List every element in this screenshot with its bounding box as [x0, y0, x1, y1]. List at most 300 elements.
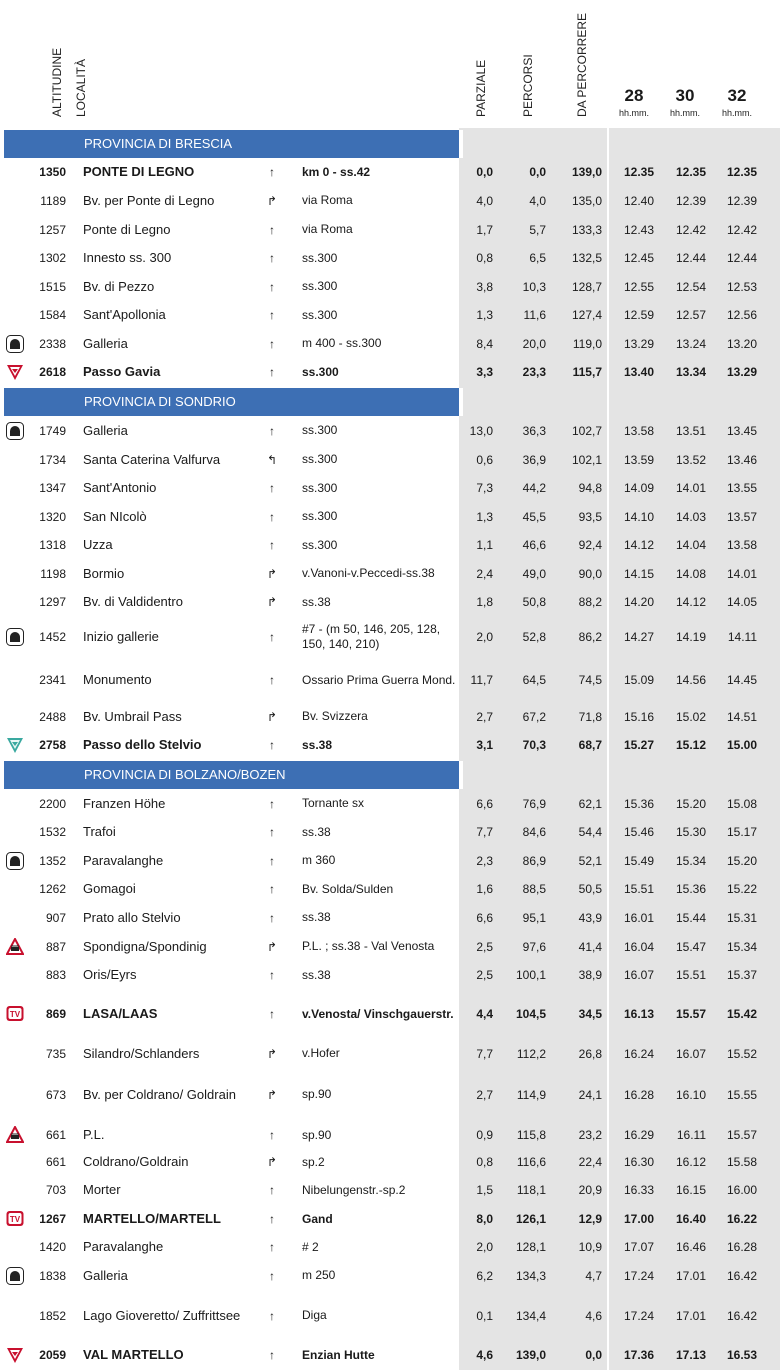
locality: LASA/LAAS — [83, 1006, 158, 1021]
altitude: 1515 — [39, 279, 66, 294]
svg-text:TV: TV — [9, 1215, 21, 1224]
locality: Inizio gallerie — [83, 629, 159, 644]
remaining-km: 26,8 — [578, 1046, 602, 1061]
direction-arrow-icon: ↑ — [269, 538, 275, 552]
time-32: 13.46 — [726, 452, 757, 467]
altitude: 887 — [45, 939, 66, 954]
partial-km: 0,8 — [476, 251, 493, 265]
time-28: 17.36 — [623, 1348, 654, 1362]
time-30: 15.36 — [675, 882, 706, 896]
header-unit-28: hh.mm. — [618, 108, 649, 118]
partial-km: 2,7 — [476, 709, 493, 724]
header-localita: LOCALITÀ — [74, 58, 88, 117]
time-32: 15.37 — [726, 968, 757, 982]
time-32: 14.01 — [726, 566, 757, 581]
direction-arrow-icon: ↑ — [269, 1007, 275, 1021]
locality: Coldrano/Goldrain — [83, 1154, 189, 1169]
time-28: 14.10 — [623, 509, 654, 524]
time-28: 17.07 — [623, 1240, 654, 1254]
altitude: 1420 — [39, 1240, 66, 1254]
time-32: 14.11 — [727, 630, 757, 644]
time-30: 14.04 — [675, 538, 706, 552]
covered-km: 64,5 — [522, 673, 546, 687]
time-30: 16.10 — [675, 1087, 706, 1102]
table-row — [0, 1290, 780, 1341]
remaining-km: 90,0 — [578, 566, 602, 581]
time-32: 16.42 — [726, 1308, 757, 1323]
altitude: 2618 — [39, 365, 66, 379]
time-32: 13.58 — [726, 538, 757, 552]
time-32: 15.00 — [726, 738, 757, 752]
table-row — [0, 329, 780, 358]
covered-km: 67,2 — [522, 709, 546, 724]
remaining-km: 71,8 — [578, 709, 602, 724]
locality: Bv. per Ponte di Legno — [83, 192, 215, 208]
time-30: 15.47 — [675, 939, 706, 954]
direction-arrow-icon: ↑ — [269, 796, 275, 811]
header-speed-30: 30 — [675, 86, 695, 105]
direction-arrow-icon: ↑ — [269, 336, 275, 351]
locality: P.L. — [83, 1127, 105, 1142]
remaining-km: 119,0 — [572, 336, 602, 351]
covered-km: 5,7 — [529, 222, 546, 237]
time-30: 16.46 — [675, 1240, 706, 1254]
road-note: ss.300 — [302, 279, 338, 293]
direction-arrow-icon: ↑ — [269, 853, 275, 868]
direction-arrow-icon: ↑ — [269, 630, 275, 644]
altitude: 661 — [45, 1128, 66, 1142]
header-speed-32: 32 — [727, 86, 747, 105]
altitude: 1352 — [39, 853, 66, 868]
covered-km: 116,6 — [516, 1155, 546, 1169]
locality: Galleria — [83, 1267, 128, 1283]
time-28: 14.15 — [623, 566, 654, 581]
time-28: 15.46 — [623, 825, 654, 839]
partial-km: 1,5 — [476, 1183, 493, 1197]
covered-km: 46,6 — [522, 538, 546, 552]
covered-km: 36,3 — [522, 423, 546, 438]
remaining-km: 20,9 — [578, 1183, 602, 1197]
table-row — [0, 272, 780, 301]
time-32: 15.55 — [726, 1087, 757, 1102]
table-row — [0, 1341, 780, 1369]
altitude: 1198 — [40, 566, 66, 581]
road-note: ss.38 — [302, 824, 331, 839]
partial-km: 2,4 — [476, 566, 493, 581]
altitude: 2338 — [39, 336, 66, 351]
remaining-km: 4,6 — [585, 1308, 602, 1323]
time-30: 12.57 — [675, 308, 706, 322]
altitude: 735 — [45, 1046, 66, 1061]
altitude: 1257 — [39, 222, 66, 237]
province-band: PROVINCIA DI BRESCIA — [4, 130, 459, 158]
table-row — [0, 502, 780, 531]
time-28: 16.04 — [623, 939, 654, 954]
table-row — [0, 1233, 780, 1261]
direction-arrow-icon: ↱ — [266, 1155, 278, 1169]
partial-km: 6,6 — [476, 796, 493, 811]
altitude: 2758 — [39, 738, 66, 752]
covered-km: 104,5 — [515, 1007, 546, 1021]
road-note: Enzian Hutte — [302, 1347, 375, 1362]
road-note: Bv. Svizzera — [302, 709, 368, 723]
locality: Paravalanghe — [83, 1239, 164, 1254]
time-30: 15.34 — [675, 853, 706, 868]
road-note: #7 - (m 50, 146, 205, 128, 150, 140, 210) — [302, 622, 441, 651]
time-28: 15.09 — [623, 673, 654, 687]
header-unit-32: hh.mm. — [721, 108, 752, 118]
province-band: PROVINCIA DI BOLZANO/BOZEN — [4, 761, 459, 789]
partial-km: 11,7 — [470, 673, 493, 687]
time-28: 16.30 — [623, 1155, 654, 1169]
locality: Uzza — [83, 537, 113, 552]
altitude: 2488 — [39, 709, 66, 724]
table-row — [0, 846, 780, 875]
time-28: 14.12 — [623, 538, 654, 552]
covered-km: 70,3 — [522, 738, 546, 752]
time-28: 12.59 — [623, 308, 654, 322]
time-32: 12.42 — [726, 222, 757, 237]
time-32: 16.42 — [726, 1268, 757, 1283]
altitude: 907 — [45, 910, 66, 925]
road-note: ss.300 — [302, 307, 338, 322]
road-note: Gand — [302, 1211, 333, 1226]
road-note: ss.38 — [302, 737, 333, 752]
road-note: via Roma — [302, 222, 353, 236]
direction-arrow-icon: ↱ — [266, 1087, 278, 1102]
time-30: 14.19 — [675, 630, 706, 644]
time-30: 17.01 — [675, 1268, 706, 1283]
road-note: sp.90 — [302, 1087, 332, 1101]
time-30: 16.15 — [675, 1183, 706, 1197]
table-row — [0, 588, 780, 616]
remaining-km: 41,4 — [578, 939, 602, 954]
time-30: 12.44 — [675, 251, 706, 265]
time-28: 15.16 — [623, 709, 654, 724]
locality: Bv. Umbrail Pass — [83, 708, 182, 724]
time-28: 17.00 — [623, 1212, 654, 1226]
remaining-km: 115,7 — [572, 365, 602, 379]
partial-km: 0,9 — [476, 1128, 493, 1142]
direction-arrow-icon: ↑ — [269, 882, 275, 896]
direction-arrow-icon: ↱ — [266, 1046, 278, 1061]
remaining-km: 10,9 — [578, 1240, 602, 1254]
time-28: 16.13 — [623, 1007, 654, 1021]
locality: Passo Gavia — [83, 364, 161, 379]
table-row — [0, 559, 780, 588]
time-30: 15.44 — [675, 910, 706, 925]
time-30: 13.52 — [675, 452, 706, 467]
remaining-km: 12,9 — [578, 1212, 602, 1226]
road-note: # 2 — [302, 1239, 319, 1254]
road-note: sp.2 — [302, 1154, 325, 1169]
remaining-km: 132,5 — [571, 251, 602, 265]
time-32: 15.31 — [726, 910, 757, 925]
remaining-km: 38,9 — [578, 968, 602, 982]
remaining-km: 102,1 — [571, 452, 602, 467]
table-row — [0, 1149, 780, 1175]
altitude: 1852 — [39, 1308, 66, 1323]
road-note: v.Vanoni-v.Peccedi-ss.38 — [302, 566, 435, 580]
partial-km: 4,6 — [476, 1348, 493, 1362]
remaining-km: 62,1 — [578, 796, 602, 811]
altitude: 1262 — [39, 882, 66, 896]
table-row — [0, 702, 780, 731]
partial-km: 4,4 — [476, 1007, 493, 1021]
road-note: ss.300 — [302, 452, 338, 466]
time-28: 15.36 — [623, 796, 654, 811]
table-row — [0, 158, 780, 186]
time-28: 12.45 — [623, 251, 654, 265]
road-note: Diga — [302, 1308, 327, 1322]
partial-km: 0,8 — [476, 1155, 493, 1169]
partial-km: 1,1 — [476, 538, 493, 552]
direction-arrow-icon: ↑ — [269, 308, 275, 322]
time-30: 14.56 — [675, 673, 706, 687]
partial-km: 6,6 — [476, 910, 493, 925]
covered-km: 118,1 — [516, 1183, 546, 1197]
direction-arrow-icon: ↱ — [266, 939, 278, 954]
road-note: m 400 - ss.300 — [302, 336, 382, 350]
time-32: 14.45 — [726, 673, 757, 687]
altitude: 1302 — [39, 251, 66, 265]
direction-arrow-icon: ↑ — [269, 481, 275, 495]
covered-km: 115,8 — [516, 1128, 546, 1142]
time-28: 12.43 — [623, 222, 654, 237]
partial-km: 0,6 — [476, 452, 493, 467]
header-percorsi: PERCORSI — [521, 54, 535, 117]
covered-km: 84,6 — [522, 825, 546, 839]
time-32: 14.05 — [726, 595, 757, 609]
table-row — [0, 903, 780, 932]
remaining-km: 93,5 — [578, 509, 602, 524]
partial-km: 3,1 — [476, 738, 493, 752]
time-30: 12.42 — [675, 222, 706, 237]
partial-km: 7,7 — [476, 825, 493, 839]
direction-arrow-icon: ↰ — [266, 452, 278, 467]
partial-km: 7,3 — [476, 481, 493, 495]
locality: VAL MARTELLO — [83, 1347, 184, 1362]
direction-arrow-icon: ↑ — [269, 279, 275, 294]
altitude: 1749 — [39, 423, 66, 438]
time-28: 14.09 — [623, 481, 654, 495]
table-row — [0, 789, 780, 818]
direction-arrow-icon: ↱ — [266, 595, 278, 609]
covered-km: 114,9 — [516, 1087, 546, 1102]
altitude: 1838 — [39, 1268, 66, 1283]
time-32: 12.53 — [726, 279, 757, 294]
locality: Spondigna/Spondinig — [83, 938, 207, 954]
covered-km: 44,2 — [522, 481, 546, 495]
time-30: 15.20 — [675, 796, 706, 811]
road-note: sp.90 — [302, 1127, 332, 1142]
road-note: Bv. Solda/Sulden — [302, 881, 394, 896]
table-row — [0, 1039, 780, 1068]
table-row — [0, 445, 780, 474]
covered-km: 134,3 — [515, 1268, 546, 1283]
altitude: 1297 — [39, 595, 66, 609]
road-note: ss.300 — [302, 250, 338, 265]
road-note: v.Venosta/ Vinschgauerstr. — [302, 1006, 454, 1021]
altitude: 661 — [45, 1155, 66, 1169]
road-note: ss.300 — [302, 537, 338, 552]
remaining-km: 139,0 — [571, 165, 602, 179]
partial-km: 2,7 — [476, 1087, 493, 1102]
road-note: ss.38 — [302, 594, 331, 609]
partial-km: 3,3 — [476, 365, 493, 379]
direction-arrow-icon: ↱ — [266, 193, 278, 208]
altitude: 1734 — [39, 452, 66, 467]
partial-km: 13,0 — [469, 423, 493, 438]
time-30: 14.12 — [675, 595, 706, 609]
partial-km: 1,6 — [476, 882, 493, 896]
time-28: 16.07 — [623, 968, 654, 982]
direction-arrow-icon: ↑ — [269, 1183, 275, 1197]
covered-km: 23,3 — [522, 365, 546, 379]
covered-km: 134,4 — [515, 1308, 546, 1323]
partial-km: 2,5 — [476, 968, 493, 982]
remaining-km: 23,2 — [578, 1128, 602, 1142]
header-unit-30: hh.mm. — [669, 108, 700, 118]
remaining-km: 102,7 — [571, 423, 602, 438]
time-30: 15.57 — [675, 1007, 706, 1021]
direction-arrow-icon: ↱ — [266, 566, 278, 581]
partial-km: 0,1 — [476, 1308, 493, 1323]
remaining-km: 34,5 — [578, 1007, 602, 1021]
altitude: 1452 — [39, 630, 66, 644]
covered-km: 11,6 — [523, 308, 546, 322]
partial-km: 2,3 — [476, 853, 493, 868]
road-note: v.Hofer — [302, 1046, 340, 1060]
locality: Bormio — [83, 565, 125, 581]
time-30: 16.12 — [675, 1155, 706, 1169]
remaining-km: 50,5 — [578, 882, 602, 896]
locality: Prato allo Stelvio — [83, 909, 181, 925]
time-30: 12.54 — [675, 279, 706, 294]
remaining-km: 54,4 — [578, 825, 602, 839]
covered-km: 100,1 — [515, 968, 546, 982]
remaining-km: 24,1 — [578, 1087, 602, 1102]
time-30: 14.08 — [675, 566, 706, 581]
time-28: 12.40 — [623, 193, 654, 208]
remaining-km: 0,0 — [585, 1348, 602, 1362]
covered-km: 88,5 — [522, 882, 546, 896]
locality: Monumento — [83, 672, 152, 687]
time-32: 15.17 — [726, 825, 757, 839]
table-row — [0, 1121, 780, 1149]
time-30: 17.01 — [675, 1308, 706, 1323]
time-28: 13.40 — [623, 365, 654, 379]
altitude: 1584 — [39, 308, 66, 322]
table-row — [0, 531, 780, 559]
altitude: 1320 — [39, 509, 66, 524]
province-band: PROVINCIA DI SONDRIO — [4, 388, 459, 416]
header-da-percorrere: DA PERCORRERE — [575, 12, 589, 117]
road-note: m 360 — [302, 853, 336, 867]
covered-km: 86,9 — [522, 853, 546, 868]
table-row — [0, 186, 780, 215]
locality: Morter — [83, 1182, 121, 1197]
time-32: 14.51 — [726, 709, 757, 724]
direction-arrow-icon: ↑ — [269, 1308, 275, 1323]
time-30: 15.02 — [675, 709, 706, 724]
time-28: 12.35 — [623, 165, 654, 179]
locality: Franzen Höhe — [83, 795, 166, 811]
direction-arrow-icon: ↑ — [269, 1128, 275, 1142]
locality: Passo dello Stelvio — [83, 737, 202, 752]
header-altitudine: ALTITUDINE — [50, 47, 64, 117]
time-28: 14.20 — [623, 595, 654, 609]
remaining-km: 128,7 — [571, 279, 602, 294]
covered-km: 126,1 — [515, 1212, 546, 1226]
time-28: 17.24 — [623, 1308, 654, 1323]
partial-km: 8,0 — [476, 1212, 493, 1226]
table-row — [0, 416, 780, 445]
road-note: P.L. ; ss.38 - Val Venosta — [302, 939, 435, 953]
covered-km: 4,0 — [529, 193, 546, 208]
time-32: 15.52 — [726, 1046, 757, 1061]
table-row — [0, 1261, 780, 1290]
remaining-km: 94,8 — [578, 481, 602, 495]
covered-km: 95,1 — [522, 910, 546, 925]
time-30: 14.03 — [675, 509, 706, 524]
locality: Trafoi — [83, 824, 116, 839]
remaining-km: 52,1 — [578, 853, 602, 868]
direction-arrow-icon: ↑ — [269, 825, 275, 839]
time-28: 12.55 — [623, 279, 654, 294]
time-28: 16.01 — [623, 910, 654, 925]
time-30: 14.01 — [675, 481, 706, 495]
covered-km: 36,9 — [522, 452, 546, 467]
locality: San NIcolò — [83, 508, 147, 524]
altitude: 673 — [45, 1087, 66, 1102]
time-28: 13.58 — [623, 423, 654, 438]
time-28: 15.27 — [623, 738, 654, 752]
time-28: 13.59 — [623, 452, 654, 467]
time-30: 16.40 — [675, 1212, 706, 1226]
direction-arrow-icon: ↑ — [269, 968, 275, 982]
time-32: 12.44 — [726, 251, 757, 265]
road-note: ss.300 — [302, 509, 338, 523]
band-separator — [459, 761, 463, 789]
altitude: 883 — [45, 968, 66, 982]
altitude: 2341 — [39, 673, 66, 687]
road-note: ss.300 — [302, 364, 339, 379]
covered-km: 10,3 — [522, 279, 546, 294]
direction-arrow-icon: ↑ — [269, 509, 275, 524]
partial-km: 7,7 — [476, 1046, 493, 1061]
time-28: 14.27 — [623, 630, 654, 644]
time-30: 15.30 — [675, 825, 706, 839]
direction-arrow-icon: ↱ — [266, 709, 278, 724]
svg-text:TV: TV — [9, 1010, 21, 1019]
remaining-km: 92,4 — [578, 538, 602, 552]
time-30: 16.11 — [676, 1128, 706, 1142]
altitude: 2200 — [39, 796, 66, 811]
covered-km: 52,8 — [522, 630, 546, 644]
table-row — [0, 961, 780, 989]
time-32: 12.35 — [726, 165, 757, 179]
locality: PONTE DI LEGNO — [83, 164, 195, 179]
partial-km: 2,0 — [476, 1240, 493, 1254]
table-row — [0, 932, 780, 961]
locality: Ponte di Legno — [83, 221, 171, 237]
table-row — [0, 616, 780, 658]
table-row — [0, 1205, 780, 1233]
time-32: 13.29 — [726, 365, 757, 379]
direction-arrow-icon: ↑ — [269, 673, 275, 687]
road-note: ss.300 — [302, 480, 338, 495]
